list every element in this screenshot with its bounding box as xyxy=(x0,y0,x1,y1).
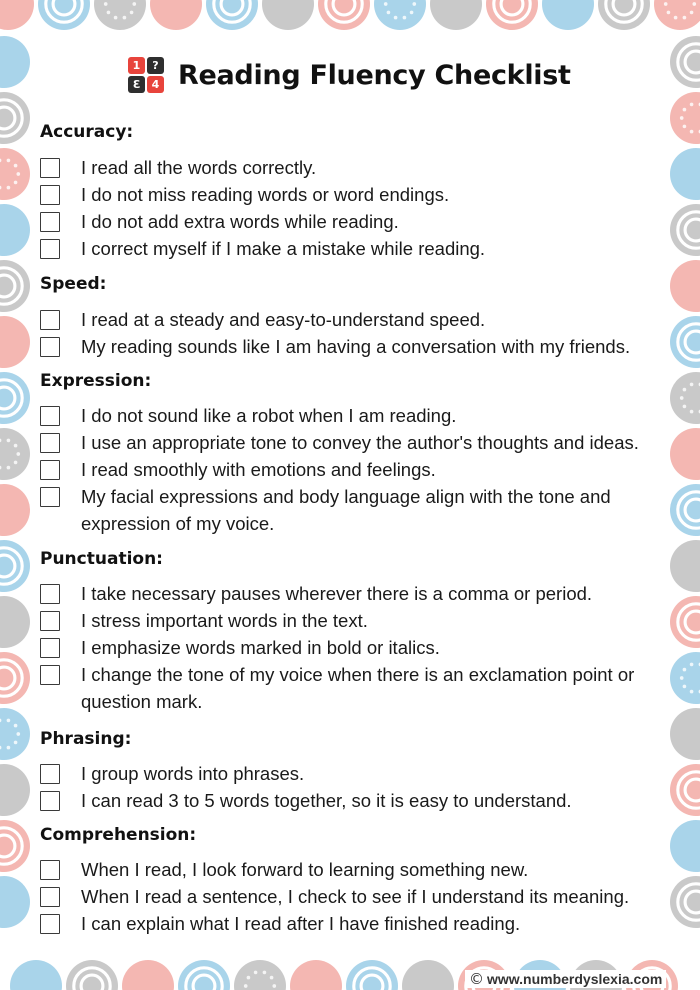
checkbox[interactable] xyxy=(40,611,60,631)
checklist-item-text: I do not add extra words while reading. xyxy=(81,211,399,232)
checklist-item-text: My reading sounds like I am having a conversation with my friends. xyxy=(81,336,631,357)
header xyxy=(128,57,571,93)
checkbox[interactable] xyxy=(40,638,60,658)
checkbox[interactable] xyxy=(40,337,60,357)
section-title-comprehension: Comprehension: xyxy=(40,825,197,845)
checkbox[interactable] xyxy=(40,584,60,604)
checklist-item-text: When I read, I look forward to learning something new. xyxy=(81,859,529,880)
logo-cell: ? xyxy=(147,57,164,74)
checkbox[interactable] xyxy=(40,860,60,880)
checklist-item-text: I use an appropriate tone to convey the author's thoughts and ideas. xyxy=(81,432,639,453)
checkbox[interactable] xyxy=(40,239,60,259)
section-title-speed: Speed: xyxy=(40,274,107,294)
checkbox[interactable] xyxy=(40,185,60,205)
checkbox[interactable] xyxy=(40,158,60,178)
checklist-item-text: I correct myself if I make a mistake while reading. xyxy=(81,238,486,259)
copyright-icon: © xyxy=(469,970,484,988)
logo-cell: 1 xyxy=(128,57,145,74)
checklist-item-text: My facial expressions and body language align with the tone and expression of my voice. xyxy=(81,486,611,534)
checklist-item-text: I stress important words in the text. xyxy=(81,610,368,631)
checklist-item-text: I read smoothly with emotions and feelings. xyxy=(81,459,436,480)
checklist-item-text: I read all the words correctly. xyxy=(81,157,317,178)
checklist-item-text: I do not miss reading words or word endings. xyxy=(81,184,450,205)
checklist-item-text: I emphasize words marked in bold or italics. xyxy=(81,637,440,658)
checkbox[interactable] xyxy=(40,791,60,811)
checkbox[interactable] xyxy=(40,887,60,907)
checkbox[interactable] xyxy=(40,310,60,330)
checklist-item-text: I read at a steady and easy-to-understand speed. xyxy=(81,309,486,330)
checkbox[interactable] xyxy=(40,665,60,685)
checkbox[interactable] xyxy=(40,460,60,480)
checklist-item-text: I do not sound like a robot when I am reading. xyxy=(81,405,457,426)
logo-cell: 3 xyxy=(128,76,145,93)
checklist-item-text: When I read a sentence, I check to see if I understand its meaning. xyxy=(81,886,630,907)
checklist-item-text: I can read 3 to 5 words together, so it is easy to understand. xyxy=(81,790,572,811)
checkbox[interactable] xyxy=(40,764,60,784)
logo-cell: 4 xyxy=(147,76,164,93)
checkbox[interactable] xyxy=(40,406,60,426)
checkbox[interactable] xyxy=(40,212,60,232)
website-link[interactable]: www.numberdyslexia.com xyxy=(487,971,663,987)
page-title: Reading Fluency Checklist xyxy=(178,59,571,91)
checklist-item-text: I group words into phrases. xyxy=(81,763,305,784)
footer xyxy=(465,970,666,988)
checklist-item-text: I can explain what I read after I have finished reading. xyxy=(81,913,521,934)
checkbox[interactable] xyxy=(40,914,60,934)
checkbox[interactable] xyxy=(40,487,60,507)
section-title-punctuation: Punctuation: xyxy=(40,549,163,569)
checklist-item-text: I change the tone of my voice when there is an exclamation point or question mark. xyxy=(81,664,635,712)
section-title-expression: Expression: xyxy=(40,371,152,391)
checklist-item-text: I take necessary pauses wherever there is a comma or period. xyxy=(81,583,593,604)
logo-icon xyxy=(128,57,164,93)
section-title-accuracy: Accuracy: xyxy=(40,122,134,142)
checkbox[interactable] xyxy=(40,433,60,453)
section-title-phrasing: Phrasing: xyxy=(40,729,132,749)
